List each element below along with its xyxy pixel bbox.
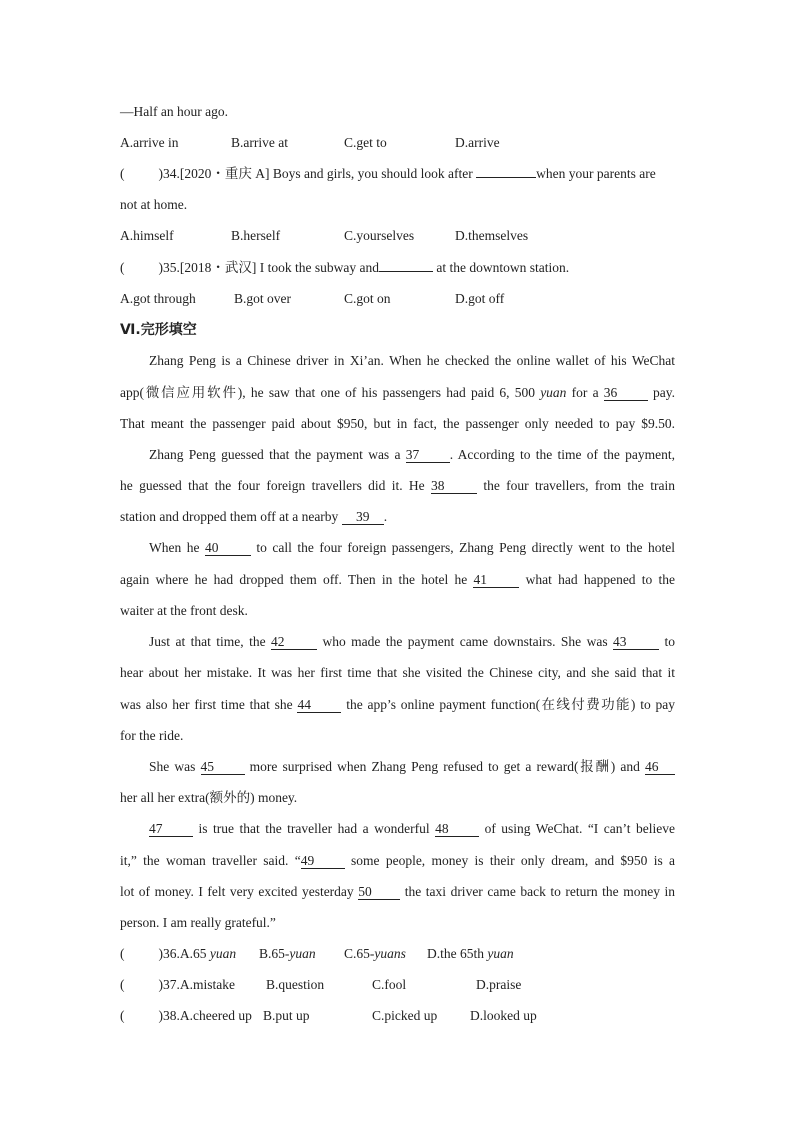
q36-opt-text: C.65- [344, 946, 375, 961]
q36-row [120, 945, 675, 963]
blank-48[interactable]: 48 [435, 821, 479, 837]
blank-46[interactable]: 46 [645, 759, 675, 775]
p5-text: more surprised when Zhang Peng refused to get a reward(报酬) and [244, 759, 645, 774]
p6-line1 [149, 820, 675, 838]
p4-text: who made the payment came downstairs. She was [317, 634, 614, 649]
q36-opt-text: D.the 65th [427, 946, 488, 961]
p6-text: the taxi driver came back to return the money in [400, 884, 675, 899]
q37-option-a: A.mistake [179, 977, 235, 992]
p5-line1 [149, 758, 675, 776]
p2-line1 [149, 446, 675, 464]
yuan-italic: yuan [540, 385, 567, 400]
q36-opt-italic: yuan [209, 946, 237, 961]
q37-paren: ( [120, 977, 125, 992]
p1-line1: Zhang Peng is a Chinese driver in Xi’an. When he checked the online wallet of his WeChat [149, 353, 675, 368]
p6-line4: person. I am really grateful.” [120, 915, 276, 930]
q37-option-b: B.question [266, 977, 325, 992]
p4-line2: hear about her mistake. It was her first time that she visited the Chinese city, and she said that it [120, 665, 675, 680]
q37-row [120, 976, 675, 994]
q35-paren: ( [120, 260, 125, 275]
q36-opt-text: B.65- [259, 946, 290, 961]
p3-text: to call the four foreign passengers, Zhang Peng directly went to the hotel [250, 540, 675, 555]
blank-40[interactable]: 40 [205, 540, 251, 556]
p1-line2 [120, 384, 675, 402]
q38-row [120, 1007, 675, 1025]
q36-number: )36. [158, 946, 180, 961]
q38-option-b: B.put up [263, 1008, 310, 1023]
q36-opt-text: A.65 [179, 946, 210, 961]
q37-option-c: C.fool [372, 977, 407, 992]
p6-text: lot of money. I felt very excited yesterday [120, 884, 359, 899]
p3-line3: waiter at the front desk. [120, 603, 248, 618]
p1-text: app(微信应用软件), he saw that one of his passengers had paid 6, 500 [120, 385, 541, 400]
q38-option-c: C.picked up [372, 1008, 438, 1023]
q35-text-b: at the downtown station. [432, 260, 570, 275]
q36-option-d [427, 945, 514, 963]
p1-text: pay. [647, 385, 675, 400]
q35-text-a: I took the subway and [256, 260, 379, 275]
p4-line4: for the ride. [120, 728, 184, 743]
q38-option-a: A.cheered up [179, 1008, 252, 1023]
q36-opt-italic: yuan [487, 946, 514, 961]
q36-option-a [180, 946, 236, 961]
p2-text: he guessed that the four foreign travellers did it. He [120, 478, 431, 493]
blank-47[interactable]: 47 [149, 821, 193, 837]
blank-49[interactable]: 49 [301, 853, 345, 869]
p2-text: station and dropped them off at a nearby [120, 509, 342, 524]
q34-option-d: D.themselves [455, 228, 529, 243]
blank-36[interactable]: 36 [604, 385, 648, 401]
q34-stem [120, 165, 675, 183]
q36-opt-italic: yuans [374, 946, 406, 961]
q35-source: [2018・武汉] [179, 260, 257, 275]
p3-text: again where he had dropped them off. Then in the hotel he [120, 572, 474, 587]
p4-line1 [149, 633, 675, 651]
q35-option-d: D.got off [455, 291, 505, 306]
q35-stem [120, 259, 675, 277]
q38-paren: ( [120, 1008, 125, 1023]
p6-line2 [120, 852, 675, 870]
p2-text: . According to the time of the payment, [449, 447, 675, 462]
p2-text: . [383, 509, 388, 524]
q33-option-a: A.arrive in [120, 135, 179, 150]
p1-text: for a [566, 385, 604, 400]
p4-text: was also her first time that she [120, 697, 298, 712]
p4-text: Just at that time, the [149, 634, 272, 649]
blank-42[interactable]: 42 [271, 634, 317, 650]
q36-paren: ( [120, 946, 125, 961]
q35-option-b: B.got over [234, 291, 291, 306]
p5-line2: her all her extra(额外的) money. [120, 790, 298, 805]
section-title: Ⅵ.完形填空 [120, 322, 197, 338]
q34-source: [2020・重庆 A] [179, 166, 270, 181]
q33-option-b: B.arrive at [231, 135, 288, 150]
blank-41[interactable]: 41 [473, 572, 519, 588]
q34-option-c: C.yourselves [344, 228, 415, 243]
q34-blank[interactable] [476, 177, 536, 178]
p2-text: Zhang Peng guessed that the payment was a [149, 447, 406, 462]
q34-text-a: Boys and girls, you should look after [272, 166, 477, 181]
p3-line2 [120, 571, 675, 589]
q34-option-b: B.herself [231, 228, 281, 243]
q36-option-b [259, 945, 316, 963]
p4-text: to [659, 634, 675, 649]
p5-text: She was [149, 759, 201, 774]
q34-number: )34. [158, 166, 180, 181]
q33-option-c: C.get to [344, 135, 387, 150]
p2-line3 [120, 508, 675, 526]
p6-text: is true that the traveller had a wonderful [193, 821, 436, 836]
q34-option-a: A.himself [120, 228, 174, 243]
p2-text: the four travellers, from the train [477, 478, 675, 493]
q34-stem-cont: not at home. [120, 197, 188, 212]
p3-text: what had happened to the [519, 572, 675, 587]
blank-43[interactable]: 43 [613, 634, 659, 650]
q33-option-d: D.arrive [455, 135, 500, 150]
blank-37[interactable]: 37 [406, 447, 450, 463]
blank-50[interactable]: 50 [358, 884, 400, 900]
p1-line3: That meant the passenger paid about $950, but in fact, the passenger only needed to pay $9.50. [120, 416, 675, 431]
p4-text: the app’s online payment function(在线付费功能) to pay [341, 697, 675, 712]
q35-option-a: A.got through [120, 291, 196, 306]
q34-paren: ( [120, 166, 125, 181]
p3-line1 [149, 539, 675, 557]
p6-line3 [120, 883, 675, 901]
p4-line3 [120, 696, 675, 714]
p6-text: it,” the woman traveller said. “ [120, 853, 301, 868]
q36-opt-italic: yuan [289, 946, 316, 961]
blank-44[interactable]: 44 [297, 697, 341, 713]
q33-answer-line: —Half an hour ago. [120, 104, 228, 119]
q35-option-c: C.got on [344, 291, 391, 306]
q37-option-d: D.praise [476, 977, 522, 992]
q38-option-d: D.looked up [470, 1008, 537, 1023]
q35-blank[interactable] [379, 271, 433, 272]
q36-option-c [344, 945, 406, 963]
q34-text-b: when your parents are [536, 166, 656, 181]
p3-text: When he [149, 540, 205, 555]
blank-45[interactable]: 45 [201, 759, 245, 775]
blank-39[interactable]: 39 [342, 509, 384, 525]
q38-number: )38. [158, 1008, 180, 1023]
q35-number: )35. [158, 260, 180, 275]
blank-38[interactable]: 38 [431, 478, 477, 494]
q37-number: )37. [158, 977, 180, 992]
p6-text: some people, money is their only dream, and $950 is a [344, 853, 676, 868]
p6-text: of using WeChat. “I can’t believe [479, 821, 675, 836]
p2-line2 [120, 477, 675, 495]
